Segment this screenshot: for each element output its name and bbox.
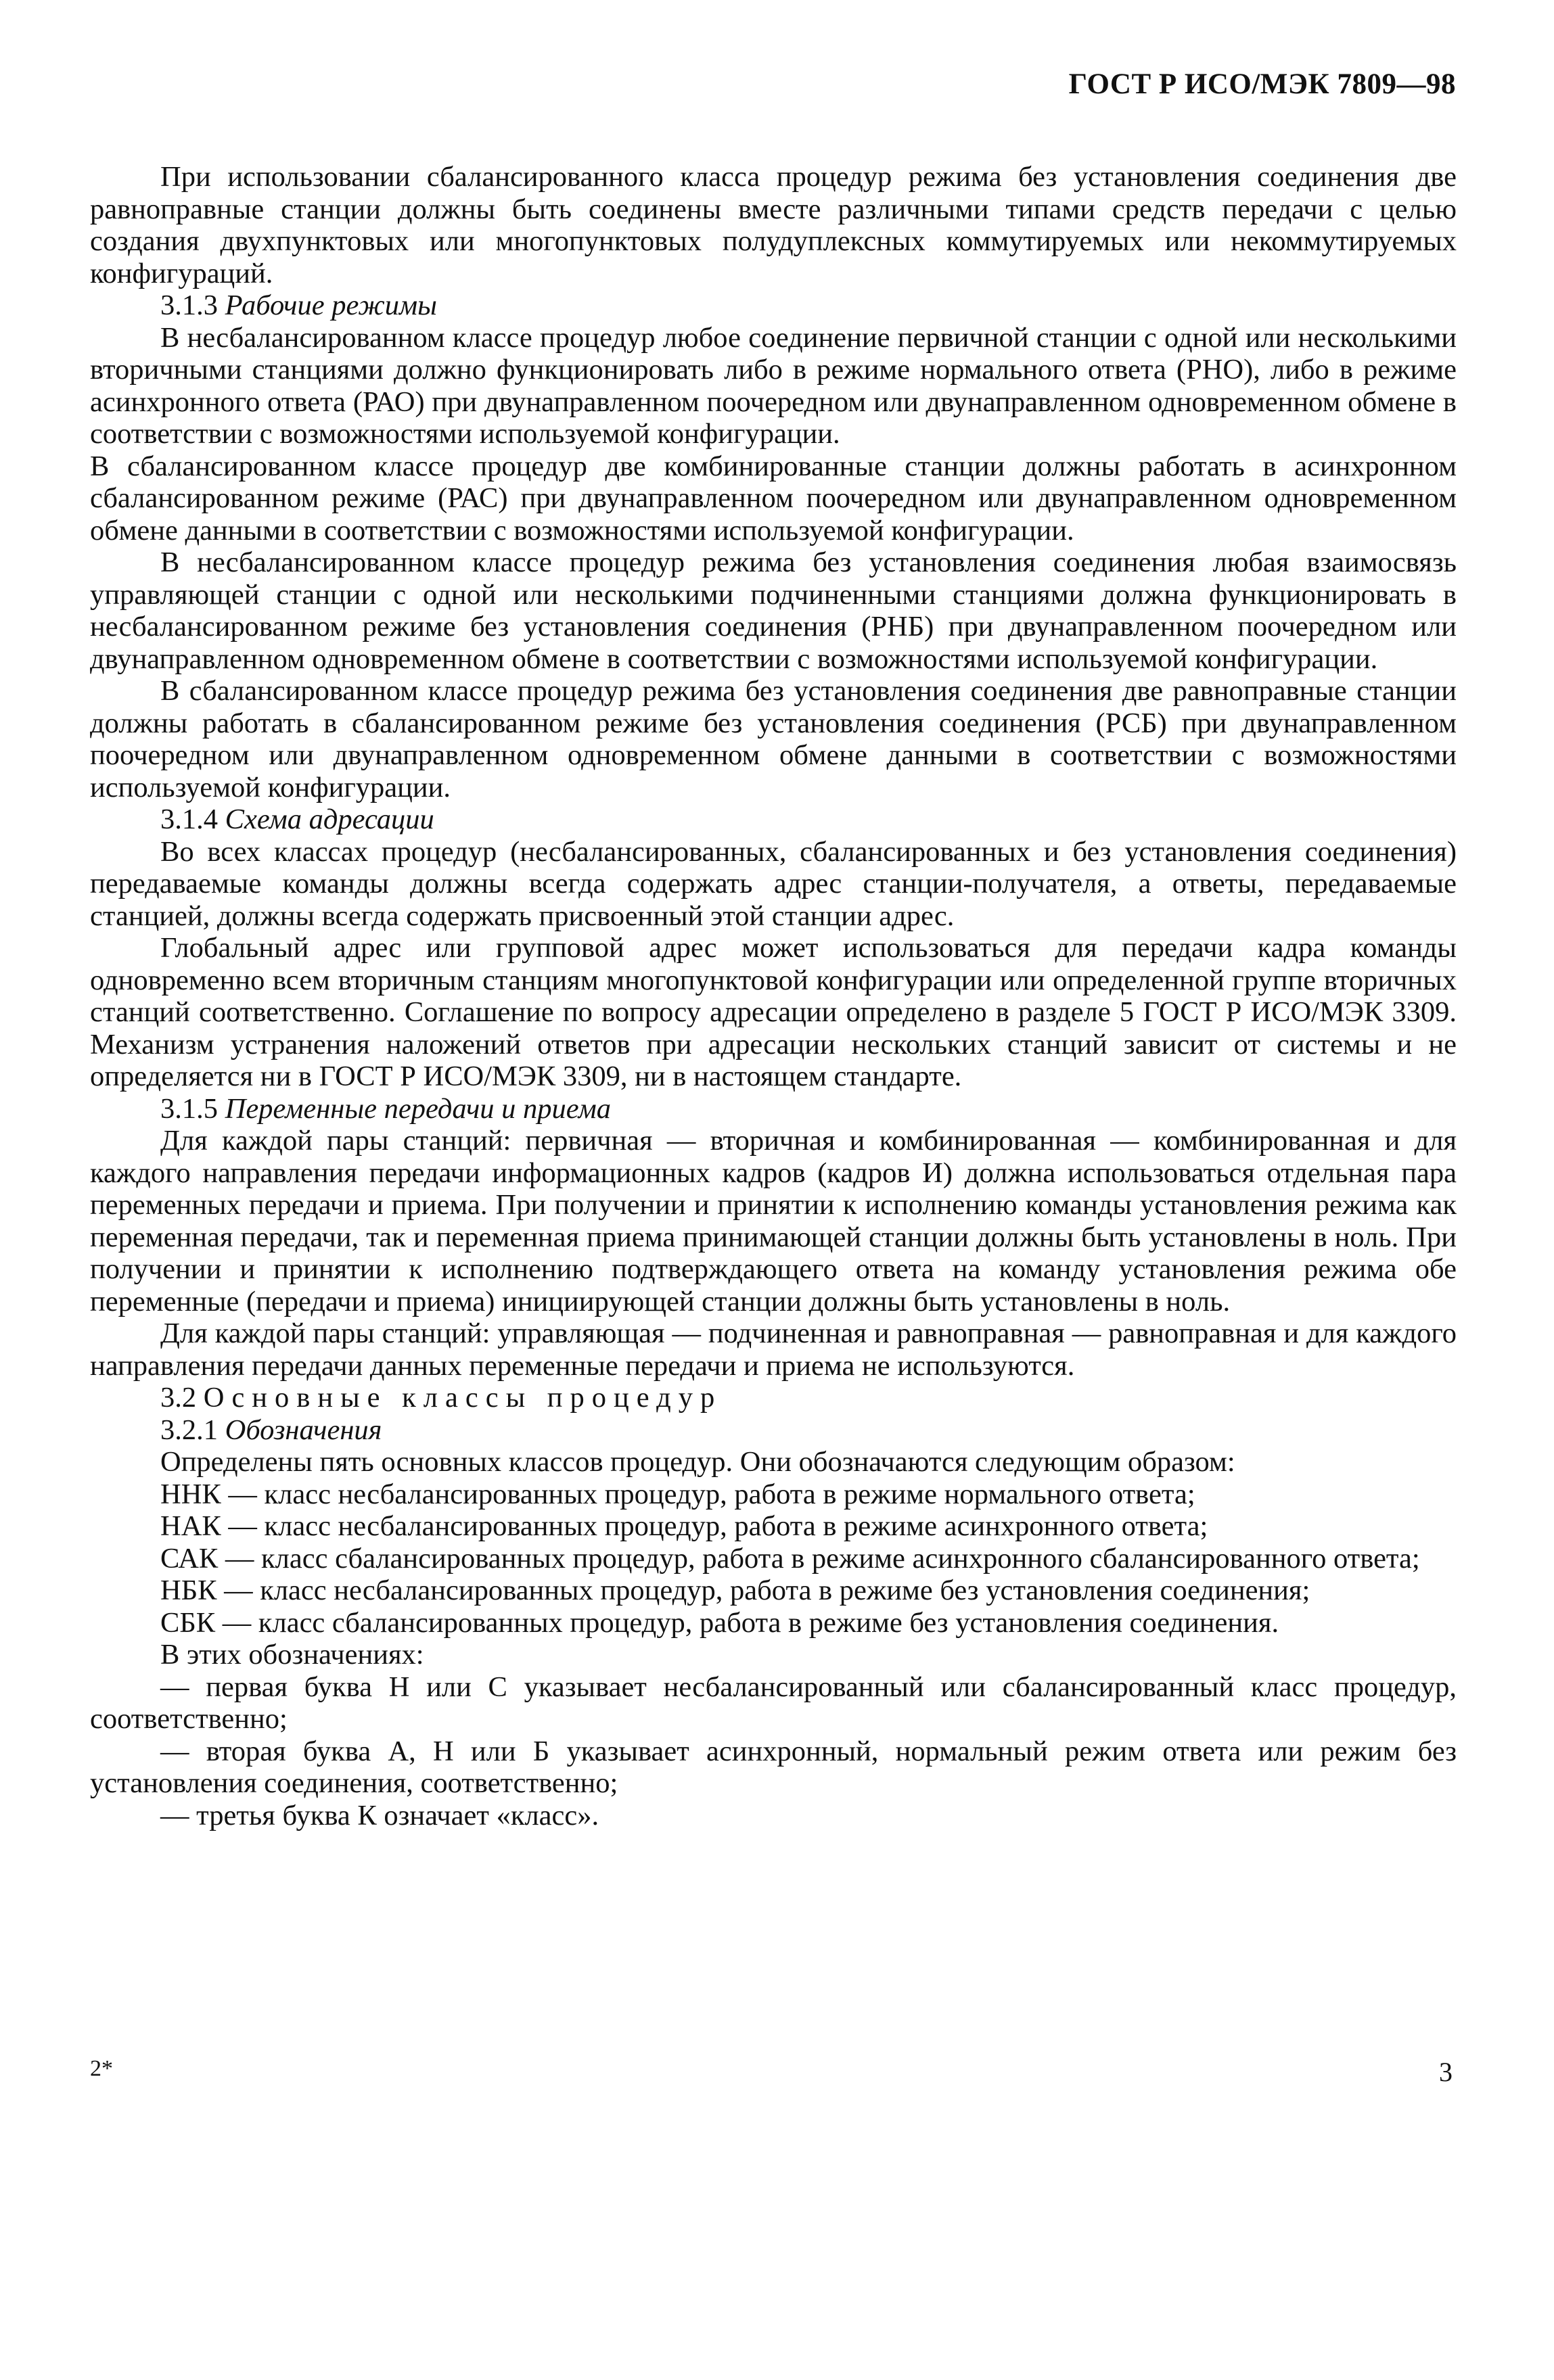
section-number: 3.1.3 <box>160 289 218 321</box>
document-header: ГОСТ Р ИСО/МЭК 7809—98 <box>1068 68 1456 100</box>
paragraph: В этих обозначениях: <box>160 1639 424 1671</box>
definition-item: НАК — класс несбалансированных процедур, работа в режиме асинхронного ответа; <box>160 1510 1208 1542</box>
paragraph: Во всех классах процедур (несбалансированных, сбалансированных и без установления соединения) передаваемые команды должны всегда содержать адрес станции-получателя, а ответы, передаваемые станцией, должны всегда содержать присвоенный этой станции адрес. <box>90 835 1457 932</box>
section-number: 3.2.1 <box>160 1414 218 1446</box>
section-number: 3.2 <box>160 1382 197 1414</box>
section-number: 3.1.5 <box>160 1092 218 1125</box>
section-title: Обозначения <box>225 1414 382 1446</box>
paragraph: В сбалансированном классе процедур режима без установления соединения две равноправные станции должны работать в сбалансированном режиме без установления соединения (РСБ) при двунаправленном поочередном или двунаправленном одновременном обмене данными в соответствии с возможностями используемой конфигурации. <box>90 675 1457 803</box>
list-item: — третья буква К означает «класс». <box>160 1799 599 1831</box>
paragraph: Определены пять основных классов процедур. Они обозначаются следующим образом: <box>160 1446 1235 1478</box>
definition-item: НБК — класс несбалансированных процедур, работа в режиме без установления соединения; <box>160 1574 1310 1606</box>
definition-item: СБК — класс сбалансированных процедур, работа в режиме без установления соединения. <box>160 1606 1279 1639</box>
section-title: Рабочие режимы <box>225 289 437 321</box>
section-heading-3-2 <box>90 1382 1457 1414</box>
page-number: 3 <box>1439 2057 1453 2087</box>
section-heading-3-1-3 <box>90 289 1457 322</box>
list-item: — первая буква Н или С указывает несбалансированный или сбалансированный класс процедур, соответственно; <box>90 1671 1457 1735</box>
section-title: Переменные передачи и приема <box>225 1092 611 1125</box>
paragraph: В сбалансированном классе процедур две комбинированные станции должны работать в асинхронном сбалансированном режиме (РАС) при двунаправленном поочередном или двунаправленном одновременном обмене данными в соответствии с возможностями используемой конфигурации. <box>90 450 1457 546</box>
paragraph: Для каждой пары станций: первичная — вторичная и комбинированная — комбинированная и для каждого направления передачи информационных кадров (кадров И) должна использоваться отдельная пара переменных передачи и приема. При получении и принятии к исполнению команды установления режима как переменная передачи, так и переменная приема принимающей станции должны быть установлены в ноль. При получении и принятии к исполнению подтверждающего ответа на команду установления режима обе переменные (передачи и приема) инициирующей станции должны быть установлены в ноль. <box>90 1125 1457 1317</box>
section-heading-3-2-1 <box>90 1414 1457 1447</box>
signature-mark: 2* <box>90 2056 113 2081</box>
paragraph: В несбалансированном классе процедур любое соединение первичной станции с одной или несколькими вторичными станциями должно функционировать либо в режиме нормального ответа (РНО), либо в режиме асинхронного ответа (РАО) при двунаправленном поочередном или двунаправленном одновременном обмене в соответствии с возможностями используемой конфигурации. <box>90 321 1457 450</box>
paragraph: Для каждой пары станций: управляющая — подчиненная и равноправная — равноправная и для каждого направления передачи данных переменные передачи и приема не используются. <box>90 1317 1457 1382</box>
paragraph: Глобальный адрес или групповой адрес может использоваться для передачи кадра команды одновременно всем вторичным станциям многопунктовой конфигурации или определенной группе вторичных станций соответственно. Соглашение по вопросу адресации определено в разделе 5 ГОСТ Р ИСО/МЭК 3309. Механизм устранения наложений ответов при адресации нескольких станций зависит от системы и не определяется ни в ГОСТ Р ИСО/МЭК 3309, ни в настоящем стандарте. <box>90 932 1457 1092</box>
section-heading-3-1-5 <box>90 1093 1457 1125</box>
definition-item: САК — класс сбалансированных процедур, работа в режиме асинхронного сбалансированного ответа; <box>160 1542 1420 1574</box>
list-item: — вторая буква А, Н или Б указывает асинхронный, нормальный режим ответа или режим без установления соединения, соответственно; <box>90 1735 1457 1799</box>
paragraph: В несбалансированном классе процедур режима без установления соединения любая взаимосвязь управляющей станции с одной или несколькими подчиненными станциями должна функционировать в несбалансированном режиме без установления соединения (РНБ) при двунаправленном поочередном или двунаправленном одновременном обмене в соответствии с возможностями используемой конфигурации. <box>90 546 1457 675</box>
page-body <box>90 161 1457 1831</box>
paragraph-intro: При использовании сбалансированного класса процедур режима без установления соединения две равноправные станции должны быть соединены вместе различными типами средств передачи с целью создания двухпунктовых или многопунктовых полудуплексных коммутируемых или некоммутируемых конфигураций. <box>90 161 1457 289</box>
section-title: Основные классы процедур <box>203 1382 723 1414</box>
section-title: Схема адресации <box>225 803 434 835</box>
definition-item: ННК — класс несбалансированных процедур, работа в режиме нормального ответа; <box>160 1478 1195 1510</box>
section-number: 3.1.4 <box>160 803 218 835</box>
section-heading-3-1-4 <box>90 803 1457 836</box>
